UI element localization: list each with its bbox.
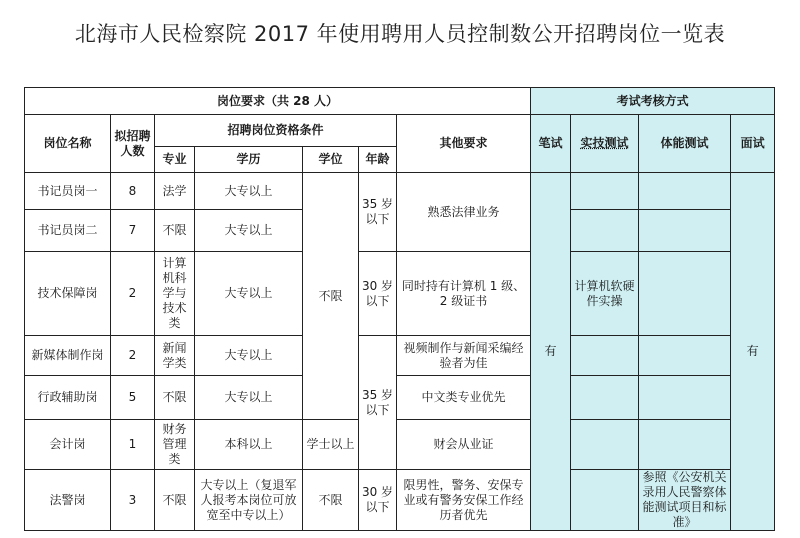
quota-cell: 1: [111, 420, 155, 470]
written-exam-cell: 有: [531, 173, 571, 531]
education-cell: 大专以上: [195, 210, 303, 252]
education-header: 学历: [195, 147, 303, 173]
other-requirements-cell: 同时持有计算机 1 级、2 级证书: [397, 252, 531, 336]
education-cell: 大专以上: [195, 376, 303, 420]
degree-cell: 学士以上: [303, 420, 359, 470]
degree-cell: 不限: [303, 173, 359, 420]
table-row: [25, 173, 775, 210]
major-cell: 法学: [155, 173, 195, 210]
education-cell: 大专以上: [195, 173, 303, 210]
practical-test-cell: [571, 420, 639, 470]
table-row: [25, 470, 775, 531]
quota-cell: 3: [111, 470, 155, 531]
table-row: [25, 376, 775, 420]
degree-header: 学位: [303, 147, 359, 173]
physical-test-header: 体能测试: [639, 115, 731, 173]
position-name-cell: 技术保障岗: [25, 252, 111, 336]
education-cell: 大专以上: [195, 336, 303, 376]
physical-test-cell: [639, 420, 731, 470]
qualification-group-header: 招聘岗位资格条件: [155, 115, 397, 147]
major-cell: 不限: [155, 376, 195, 420]
requirements-group-header: 岗位要求（共 28 人）: [25, 88, 531, 115]
table-row: [25, 420, 775, 470]
practical-test-cell: [571, 173, 639, 210]
major-cell: 不限: [155, 210, 195, 252]
quota-cell: 2: [111, 252, 155, 336]
age-cell: 30 岁以下: [359, 252, 397, 336]
practical-test-cell: [571, 376, 639, 420]
age-cell: 30 岁以下: [359, 470, 397, 531]
age-cell: 35 岁以下: [359, 173, 397, 252]
age-cell: 35 岁以下: [359, 336, 397, 470]
other-requirements-header: 其他要求: [397, 115, 531, 173]
written-exam-header: 笔试: [531, 115, 571, 173]
practical-test-header: 实技测试: [571, 115, 639, 173]
recruitment-table: [24, 87, 775, 531]
physical-test-cell: 参照《公安机关录用人民警察体能测试项目和标准》: [639, 470, 731, 531]
other-requirements-cell: 限男性，警务、安保专业或有警务安保工作经历者优先: [397, 470, 531, 531]
interview-cell: 有: [731, 173, 775, 531]
education-cell: 本科以上: [195, 420, 303, 470]
major-cell: 不限: [155, 470, 195, 531]
page-title: 北海市人民检察院 2017 年使用聘用人员控制数公开招聘岗位一览表: [74, 22, 726, 46]
table-row: [25, 336, 775, 376]
education-cell: 大专以上: [195, 252, 303, 336]
physical-test-cell: [639, 210, 731, 252]
position-name-cell: 新媒体制作岗: [25, 336, 111, 376]
interview-header: 面试: [731, 115, 775, 173]
practical-test-cell: [571, 210, 639, 252]
practical-test-cell: [571, 336, 639, 376]
position-name-cell: 书记员岗一: [25, 173, 111, 210]
physical-test-cell: [639, 336, 731, 376]
major-cell: 新闻学类: [155, 336, 195, 376]
education-cell: 大专以上（复退军人报考本岗位可放宽至中专以上）: [195, 470, 303, 531]
other-requirements-cell: 财会从业证: [397, 420, 531, 470]
physical-test-cell: [639, 252, 731, 336]
physical-test-cell: [639, 376, 731, 420]
practical-test-cell: [571, 470, 639, 531]
major-cell: 计算机科学与技术类: [155, 252, 195, 336]
exam-group-header: 考试考核方式: [531, 88, 775, 115]
quota-cell: 2: [111, 336, 155, 376]
quota-cell: 5: [111, 376, 155, 420]
position-name-cell: 会计岗: [25, 420, 111, 470]
table-row: [25, 252, 775, 336]
other-requirements-cell: 中文类专业优先: [397, 376, 531, 420]
major-header: 专业: [155, 147, 195, 173]
major-cell: 财务管理类: [155, 420, 195, 470]
other-requirements-cell: 视频制作与新闻采编经验者为佳: [397, 336, 531, 376]
other-requirements-cell: 熟悉法律业务: [397, 173, 531, 252]
physical-test-cell: [639, 173, 731, 210]
position-name-cell: 书记员岗二: [25, 210, 111, 252]
practical-test-cell: 计算机软硬件实操: [571, 252, 639, 336]
quota-cell: 8: [111, 173, 155, 210]
position-name-cell: 行政辅助岗: [25, 376, 111, 420]
quota-cell: 7: [111, 210, 155, 252]
quota-header: 拟招聘人数: [111, 115, 155, 173]
position-name-cell: 法警岗: [25, 470, 111, 531]
age-header: 年龄: [359, 147, 397, 173]
degree-cell: 不限: [303, 470, 359, 531]
position-name-header: 岗位名称: [25, 115, 111, 173]
